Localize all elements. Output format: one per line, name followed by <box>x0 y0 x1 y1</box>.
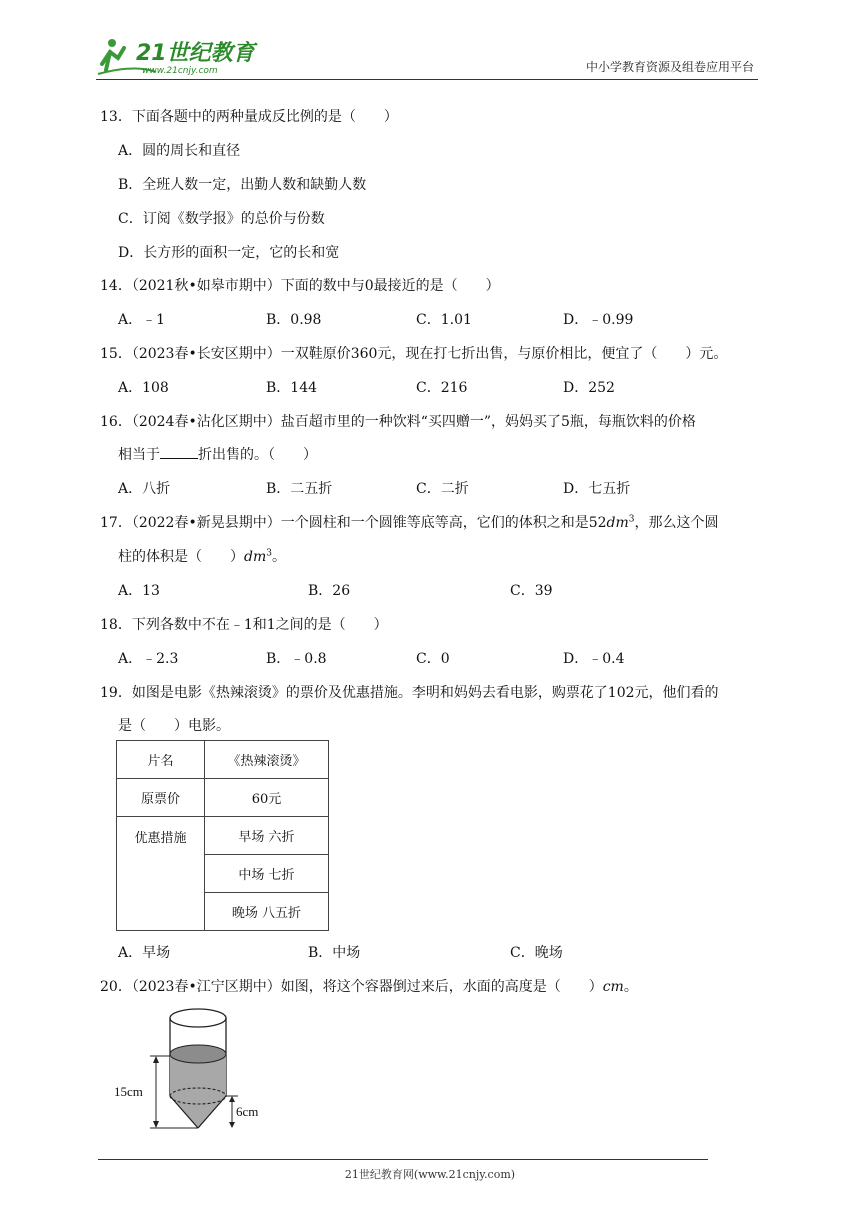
q17-option-c: C．39 <box>510 583 553 599</box>
q17-unit-2: dm <box>244 549 267 565</box>
q17-option-b: B．26 <box>308 583 351 599</box>
q18-option-b: B．﹣0.8 <box>266 651 327 667</box>
q20-stem-part2: 。 <box>623 979 638 995</box>
site-logo <box>96 34 266 78</box>
q19-option-b: B．中场 <box>308 945 361 961</box>
q13-option-c: C．订阅《数学报》的总价与份数 <box>118 211 325 227</box>
page-header <box>96 30 758 80</box>
q14-option-a: A．﹣1 <box>118 312 166 328</box>
q18-stem: 18．下列各数中不在﹣1和1之间的是（ ） <box>100 617 388 633</box>
q14-stem: 14．（2021秋•如皋市期中）下面的数中与0最接近的是（ ） <box>100 278 500 294</box>
table-cell: 晚场 八五折 <box>205 893 329 931</box>
q17-stem-part1: 17．（2022春•新晃县期中）一个圆柱和一个圆锥等底等高，它们的体积之和是52 <box>100 515 607 531</box>
q16-option-a: A．八折 <box>118 481 171 497</box>
q19-stem-line2: 是（ ）电影。 <box>118 718 230 734</box>
q15-option-c: C．216 <box>416 380 468 396</box>
q19-stem-line1: 19．如图是电影《热辣滚烫》的票价及优惠措施。李明和妈妈去看电影，购票花了102元，他们看的 <box>100 685 719 701</box>
logo-url: www.21cnjy.com <box>142 66 218 76</box>
footer-divider <box>98 1159 708 1160</box>
q17-stem-part3: 柱的体积是（ ） <box>118 549 244 565</box>
q16-stem-line1: 16．（2024春•沾化区期中）盐百超市里的一种饮料“买四赠一”，妈妈买了5瓶，每瓶饮料的价格 <box>100 414 696 430</box>
platform-title: 中小学教育资源及组卷应用平台 <box>585 60 754 74</box>
q13-stem: 13．下面各题中的两种量成反比例的是（ ） <box>100 109 398 125</box>
q17-stem-line1 <box>100 512 719 532</box>
q16-option-b: B．二五折 <box>266 481 333 497</box>
q17-stem-part2: ，那么这个圆 <box>634 515 719 531</box>
q15-stem: 15．（2023春•长安区期中）一双鞋原价360元，现在打七折出售，与原价相比，便宜了（ ）元。 <box>100 346 728 362</box>
q18-option-a: A．﹣2.3 <box>118 651 179 667</box>
table-cell: 中场 七折 <box>205 855 329 893</box>
q14-option-b: B．0.98 <box>266 312 322 328</box>
q13-option-d: D．长方形的面积一定，它的长和宽 <box>118 245 340 261</box>
page-footer: 21世纪教育网(www.21cnjy.com) <box>344 1168 516 1181</box>
table-cell: 原票价 <box>117 779 205 817</box>
container-figure <box>112 1004 272 1136</box>
ticket-price-table <box>116 740 329 931</box>
table-cell: 60元 <box>205 779 329 817</box>
q16-stem-line2 <box>118 444 317 464</box>
q17-option-a: A．13 <box>118 583 160 599</box>
q19-option-c: C．晚场 <box>510 945 563 961</box>
table-row <box>117 817 329 855</box>
q16-stem-part2: 折出售的。（ ） <box>198 447 317 463</box>
table-row <box>117 741 329 779</box>
q13-option-a: A．圆的周长和直径 <box>118 143 241 159</box>
q19-option-a: A．早场 <box>118 945 171 961</box>
label-15cm: 15cm <box>114 1084 143 1099</box>
q16-blank <box>160 458 198 459</box>
q17-stem-part4: 。 <box>271 549 286 565</box>
q16-option-c: C．二折 <box>416 481 469 497</box>
q16-stem-part1: 相当于 <box>118 447 160 463</box>
q14-option-d: D．﹣0.99 <box>563 312 634 328</box>
q17-exp-1: 3 <box>628 514 635 525</box>
q15-option-a: A．108 <box>118 380 169 396</box>
q17-exp-2: 3 <box>266 548 272 559</box>
table-cell: 优惠措施 <box>117 817 205 931</box>
logo-text: 21世纪教育 <box>136 41 255 66</box>
table-cell: 早场 六折 <box>205 817 329 855</box>
q20-stem <box>100 976 638 996</box>
table-cell: 《热辣滚烫》 <box>205 741 329 779</box>
label-6cm: 6cm <box>236 1104 259 1119</box>
q14-option-c: C．1.01 <box>416 312 472 328</box>
q20-unit: cm <box>602 979 624 995</box>
q16-option-d: D．七五折 <box>563 481 631 497</box>
q20-stem-part1: 20．（2023春•江宁区期中）如图，将这个容器倒过来后，水面的高度是（ ） <box>100 979 603 995</box>
q18-option-d: D．﹣0.4 <box>563 651 625 667</box>
q18-option-c: C．0 <box>416 651 450 667</box>
q15-option-b: B．144 <box>266 380 318 396</box>
q17-stem-line2 <box>118 546 286 566</box>
q15-option-d: D．252 <box>563 380 615 396</box>
q17-unit-1: dm <box>606 515 629 531</box>
table-row <box>117 779 329 817</box>
table-cell: 片名 <box>117 741 205 779</box>
q13-option-b: B．全班人数一定，出勤人数和缺勤人数 <box>118 177 367 193</box>
